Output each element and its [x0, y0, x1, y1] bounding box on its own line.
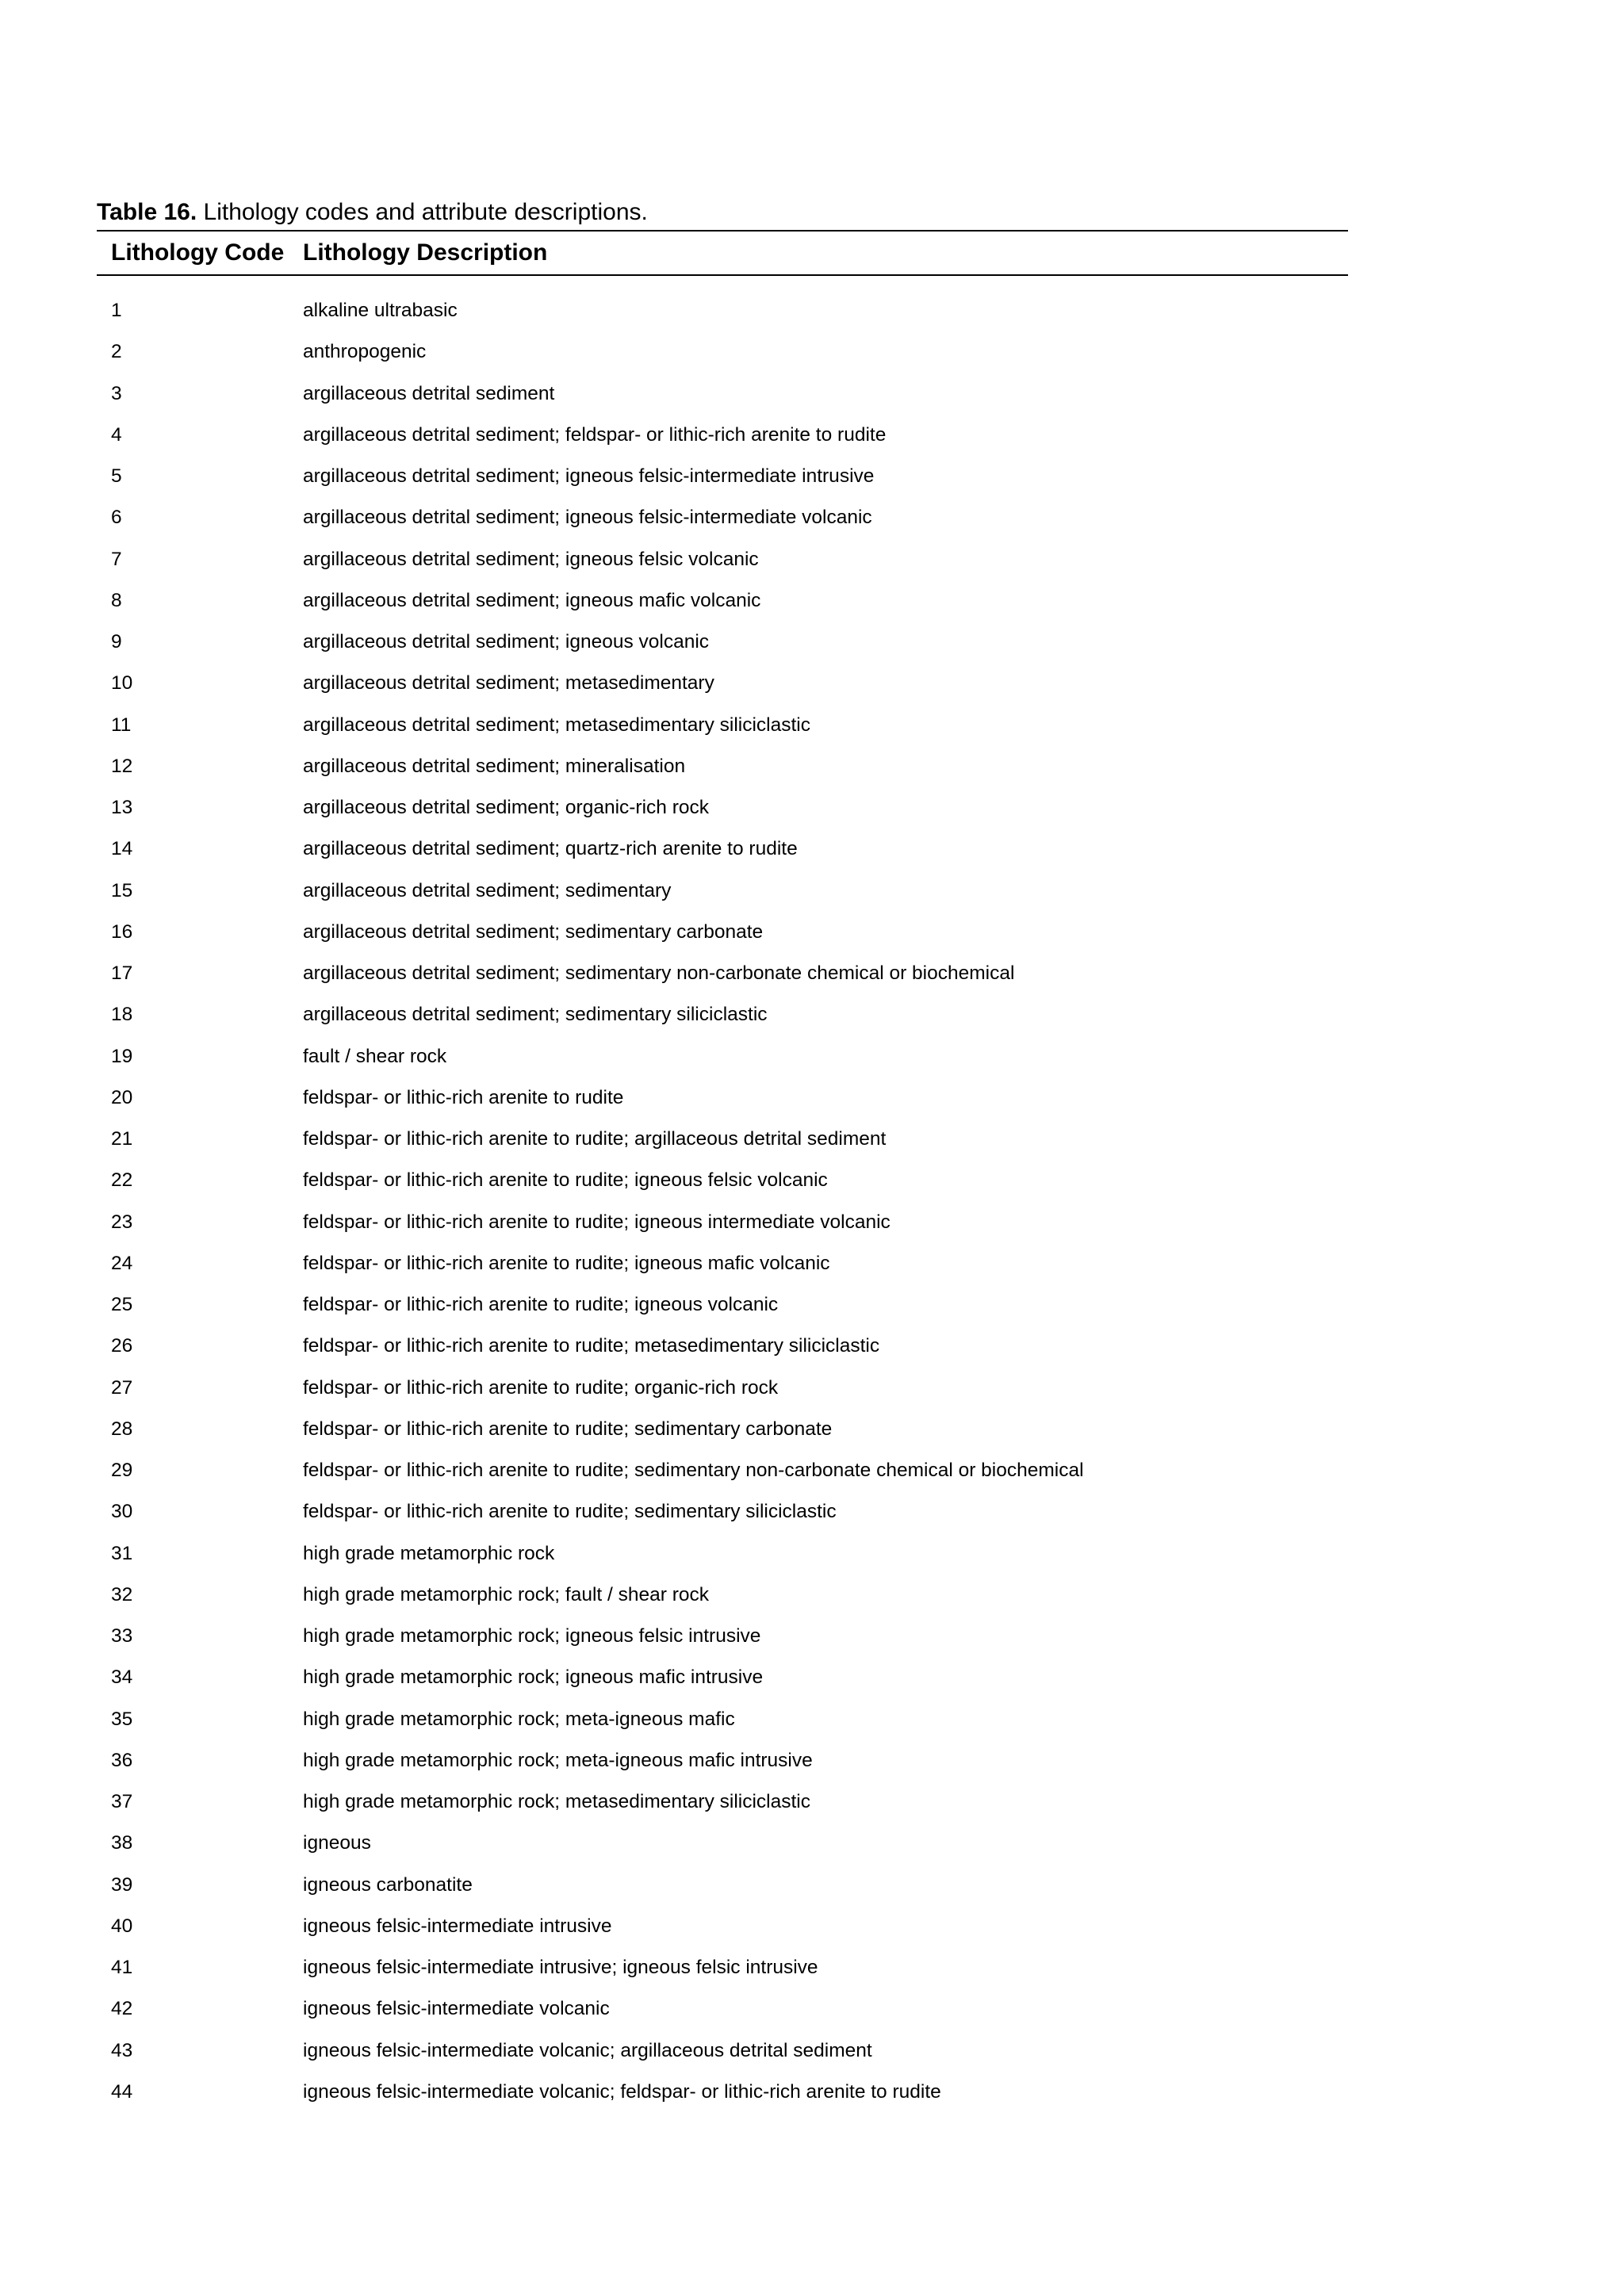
table-row — [97, 1988, 1348, 2030]
lithology-description-cell: argillaceous detrital sediment; sedimentary siliciclastic — [303, 1004, 768, 1026]
lithology-description-cell: argillaceous detrital sediment; metasedimentary — [303, 672, 714, 695]
lithology-table — [97, 197, 1348, 2113]
lithology-code-cell: 18 — [111, 1004, 133, 1026]
table-row — [97, 994, 1348, 1035]
table-row — [97, 1202, 1348, 1243]
lithology-code-cell: 9 — [111, 631, 122, 653]
table-row — [97, 1409, 1348, 1450]
table-row — [97, 497, 1348, 538]
lithology-code-cell: 23 — [111, 1211, 133, 1233]
lithology-code-cell: 20 — [111, 1086, 133, 1108]
lithology-description-cell: feldspar- or lithic-rich arenite to rudite; sedimentary siliciclastic — [303, 1501, 837, 1523]
lithology-code-cell: 12 — [111, 755, 133, 777]
lithology-description-cell: argillaceous detrital sediment; igneous felsic-intermediate intrusive — [303, 465, 875, 488]
lithology-description-cell: argillaceous detrital sediment; feldspar- or lithic-rich arenite to rudite — [303, 423, 887, 446]
lithology-code-cell: 25 — [111, 1294, 133, 1316]
lithology-description-cell: argillaceous detrital sediment; sedimentary carbonate — [303, 920, 764, 943]
lithology-code-cell: 24 — [111, 1252, 133, 1274]
lithology-description-cell: high grade metamorphic rock; meta-igneous mafic intrusive — [303, 1749, 813, 1771]
table-row — [97, 1947, 1348, 1988]
lithology-code-cell: 11 — [111, 714, 132, 736]
table-row — [97, 871, 1348, 912]
table-row — [97, 580, 1348, 622]
lithology-description-cell: feldspar- or lithic-rich arenite to rudite; igneous felsic volcanic — [303, 1169, 828, 1192]
table-row — [97, 1823, 1348, 1864]
lithology-description-cell: alkaline ultrabasic — [303, 300, 458, 322]
table-row — [97, 912, 1348, 953]
lithology-code-cell: 21 — [111, 1128, 133, 1150]
table-row — [97, 1533, 1348, 1575]
lithology-code-cell: 16 — [111, 920, 133, 943]
lithology-description-cell: high grade metamorphic rock; igneous felsic intrusive — [303, 1625, 761, 1647]
table-row — [97, 663, 1348, 704]
lithology-description-cell: argillaceous detrital sediment; mineralisation — [303, 755, 686, 777]
lithology-description-cell: argillaceous detrital sediment; igneous volcanic — [303, 631, 710, 653]
table-caption — [97, 197, 1348, 230]
lithology-description-cell: feldspar- or lithic-rich arenite to rudite — [303, 1086, 624, 1108]
lithology-code-cell: 13 — [111, 797, 133, 819]
lithology-description-cell: fault / shear rock — [303, 1045, 447, 1067]
lithology-code-cell: 10 — [111, 672, 133, 695]
lithology-description-cell: igneous felsic-intermediate intrusive — [303, 1915, 612, 1937]
lithology-code-cell: 19 — [111, 1045, 133, 1067]
table-row — [97, 456, 1348, 497]
lithology-description-cell: igneous felsic-intermediate volcanic; feldspar- or lithic-rich arenite to rudite — [303, 2080, 941, 2103]
lithology-code-cell: 38 — [111, 1832, 133, 1854]
lithology-code-cell: 31 — [111, 1542, 133, 1564]
lithology-description-cell: high grade metamorphic rock — [303, 1542, 555, 1564]
table-row — [97, 746, 1348, 787]
lithology-description-cell: igneous felsic-intermediate volcanic; argillaceous detrital sediment — [303, 2039, 872, 2061]
lithology-description-cell: feldspar- or lithic-rich arenite to rudite; igneous intermediate volcanic — [303, 1211, 891, 1233]
lithology-description-cell: high grade metamorphic rock; igneous mafic intrusive — [303, 1667, 764, 1689]
lithology-code-cell: 27 — [111, 1376, 133, 1399]
lithology-code-cell: 42 — [111, 1998, 133, 2020]
table-row — [97, 1368, 1348, 1409]
table-row — [97, 1243, 1348, 1284]
table-row — [97, 1906, 1348, 1947]
table-row — [97, 1616, 1348, 1657]
lithology-description-cell: feldspar- or lithic-rich arenite to rudite; sedimentary carbonate — [303, 1418, 833, 1440]
lithology-description-cell: argillaceous detrital sediment; quartz-rich arenite to rudite — [303, 838, 798, 860]
lithology-description-cell: high grade metamorphic rock; metasedimentary siliciclastic — [303, 1791, 810, 1813]
table-row — [97, 622, 1348, 663]
lithology-description-cell: feldspar- or lithic-rich arenite to rudite; organic-rich rock — [303, 1376, 779, 1399]
lithology-description-cell: argillaceous detrital sediment; organic-rich rock — [303, 797, 709, 819]
table-caption-label: Table 16. — [97, 199, 197, 225]
lithology-description-cell: anthropogenic — [303, 341, 427, 363]
lithology-description-cell: high grade metamorphic rock; meta-igneous mafic — [303, 1708, 735, 1730]
lithology-code-cell: 5 — [111, 465, 122, 488]
table-row — [97, 1077, 1348, 1119]
lithology-description-cell: igneous carbonatite — [303, 1873, 473, 1896]
lithology-code-cell: 33 — [111, 1625, 133, 1647]
header-lithology-description: Lithology Description — [303, 239, 548, 266]
lithology-description-cell: igneous felsic-intermediate volcanic — [303, 1998, 610, 2020]
lithology-code-cell: 17 — [111, 962, 133, 985]
table-row — [97, 1450, 1348, 1491]
lithology-description-cell: feldspar- or lithic-rich arenite to rudite; sedimentary non-carbonate chemical or biochemical — [303, 1460, 1084, 1482]
table-row — [97, 1326, 1348, 1367]
table-row — [97, 1036, 1348, 1077]
lithology-code-cell: 43 — [111, 2039, 133, 2061]
lithology-description-cell: argillaceous detrital sediment; igneous felsic-intermediate volcanic — [303, 507, 872, 529]
table-row — [97, 828, 1348, 870]
lithology-code-cell: 3 — [111, 382, 122, 404]
lithology-code-cell: 30 — [111, 1501, 133, 1523]
table-row — [97, 1119, 1348, 1160]
lithology-code-cell: 4 — [111, 423, 122, 446]
table-row — [97, 1865, 1348, 1906]
lithology-description-cell: igneous felsic-intermediate intrusive; igneous felsic intrusive — [303, 1957, 818, 1979]
lithology-code-cell: 6 — [111, 507, 122, 529]
lithology-code-cell: 44 — [111, 2080, 133, 2103]
table-row — [97, 1575, 1348, 1616]
lithology-code-cell: 7 — [111, 548, 122, 570]
lithology-description-cell: argillaceous detrital sediment — [303, 382, 555, 404]
lithology-code-cell: 35 — [111, 1708, 133, 1730]
header-lithology-code: Lithology Code — [111, 239, 285, 266]
table-row — [97, 1699, 1348, 1740]
lithology-code-cell: 40 — [111, 1915, 133, 1937]
lithology-description-cell: feldspar- or lithic-rich arenite to rudite; igneous mafic volcanic — [303, 1252, 830, 1274]
lithology-code-cell: 22 — [111, 1169, 133, 1192]
table-row — [97, 2072, 1348, 2113]
lithology-code-cell: 1 — [111, 300, 122, 322]
table-row — [97, 1160, 1348, 1201]
lithology-description-cell: igneous — [303, 1832, 371, 1854]
table-row — [97, 2030, 1348, 2072]
lithology-code-cell: 8 — [111, 589, 122, 611]
lithology-code-cell: 32 — [111, 1583, 133, 1605]
table-row — [97, 1284, 1348, 1326]
lithology-code-cell: 2 — [111, 341, 122, 363]
table-row — [97, 1740, 1348, 1781]
table-row — [97, 373, 1348, 415]
table-row — [97, 1491, 1348, 1533]
table-row — [97, 953, 1348, 994]
table-row — [97, 415, 1348, 456]
table-row — [97, 705, 1348, 746]
lithology-description-cell: argillaceous detrital sediment; sedimentary — [303, 879, 672, 901]
lithology-code-cell: 29 — [111, 1460, 133, 1482]
table-row — [97, 539, 1348, 580]
lithology-description-cell: feldspar- or lithic-rich arenite to rudite; igneous volcanic — [303, 1294, 779, 1316]
lithology-description-cell: argillaceous detrital sediment; igneous felsic volcanic — [303, 548, 759, 570]
lithology-description-cell: feldspar- or lithic-rich arenite to rudite; metasedimentary siliciclastic — [303, 1335, 880, 1357]
lithology-code-cell: 15 — [111, 879, 133, 901]
table-body — [97, 276, 1348, 2113]
lithology-code-cell: 37 — [111, 1791, 133, 1813]
lithology-code-cell: 36 — [111, 1749, 133, 1771]
table-row — [97, 1657, 1348, 1698]
table-row — [97, 1781, 1348, 1823]
table-row — [97, 290, 1348, 331]
lithology-code-cell: 41 — [111, 1957, 133, 1979]
table-header-row — [97, 232, 1348, 274]
table-row — [97, 787, 1348, 828]
lithology-code-cell: 34 — [111, 1667, 133, 1689]
lithology-description-cell: argillaceous detrital sediment; igneous mafic volcanic — [303, 589, 761, 611]
table-caption-text: Lithology codes and attribute descriptions. — [197, 199, 648, 225]
lithology-code-cell: 14 — [111, 838, 133, 860]
lithology-description-cell: argillaceous detrital sediment; metasedimentary siliciclastic — [303, 714, 810, 736]
lithology-description-cell: feldspar- or lithic-rich arenite to rudite; argillaceous detrital sediment — [303, 1128, 887, 1150]
lithology-code-cell: 28 — [111, 1418, 133, 1440]
lithology-code-cell: 26 — [111, 1335, 133, 1357]
lithology-description-cell: argillaceous detrital sediment; sedimentary non-carbonate chemical or biochemical — [303, 962, 1015, 985]
table-row — [97, 331, 1348, 373]
lithology-description-cell: high grade metamorphic rock; fault / shear rock — [303, 1583, 710, 1605]
lithology-code-cell: 39 — [111, 1873, 133, 1896]
